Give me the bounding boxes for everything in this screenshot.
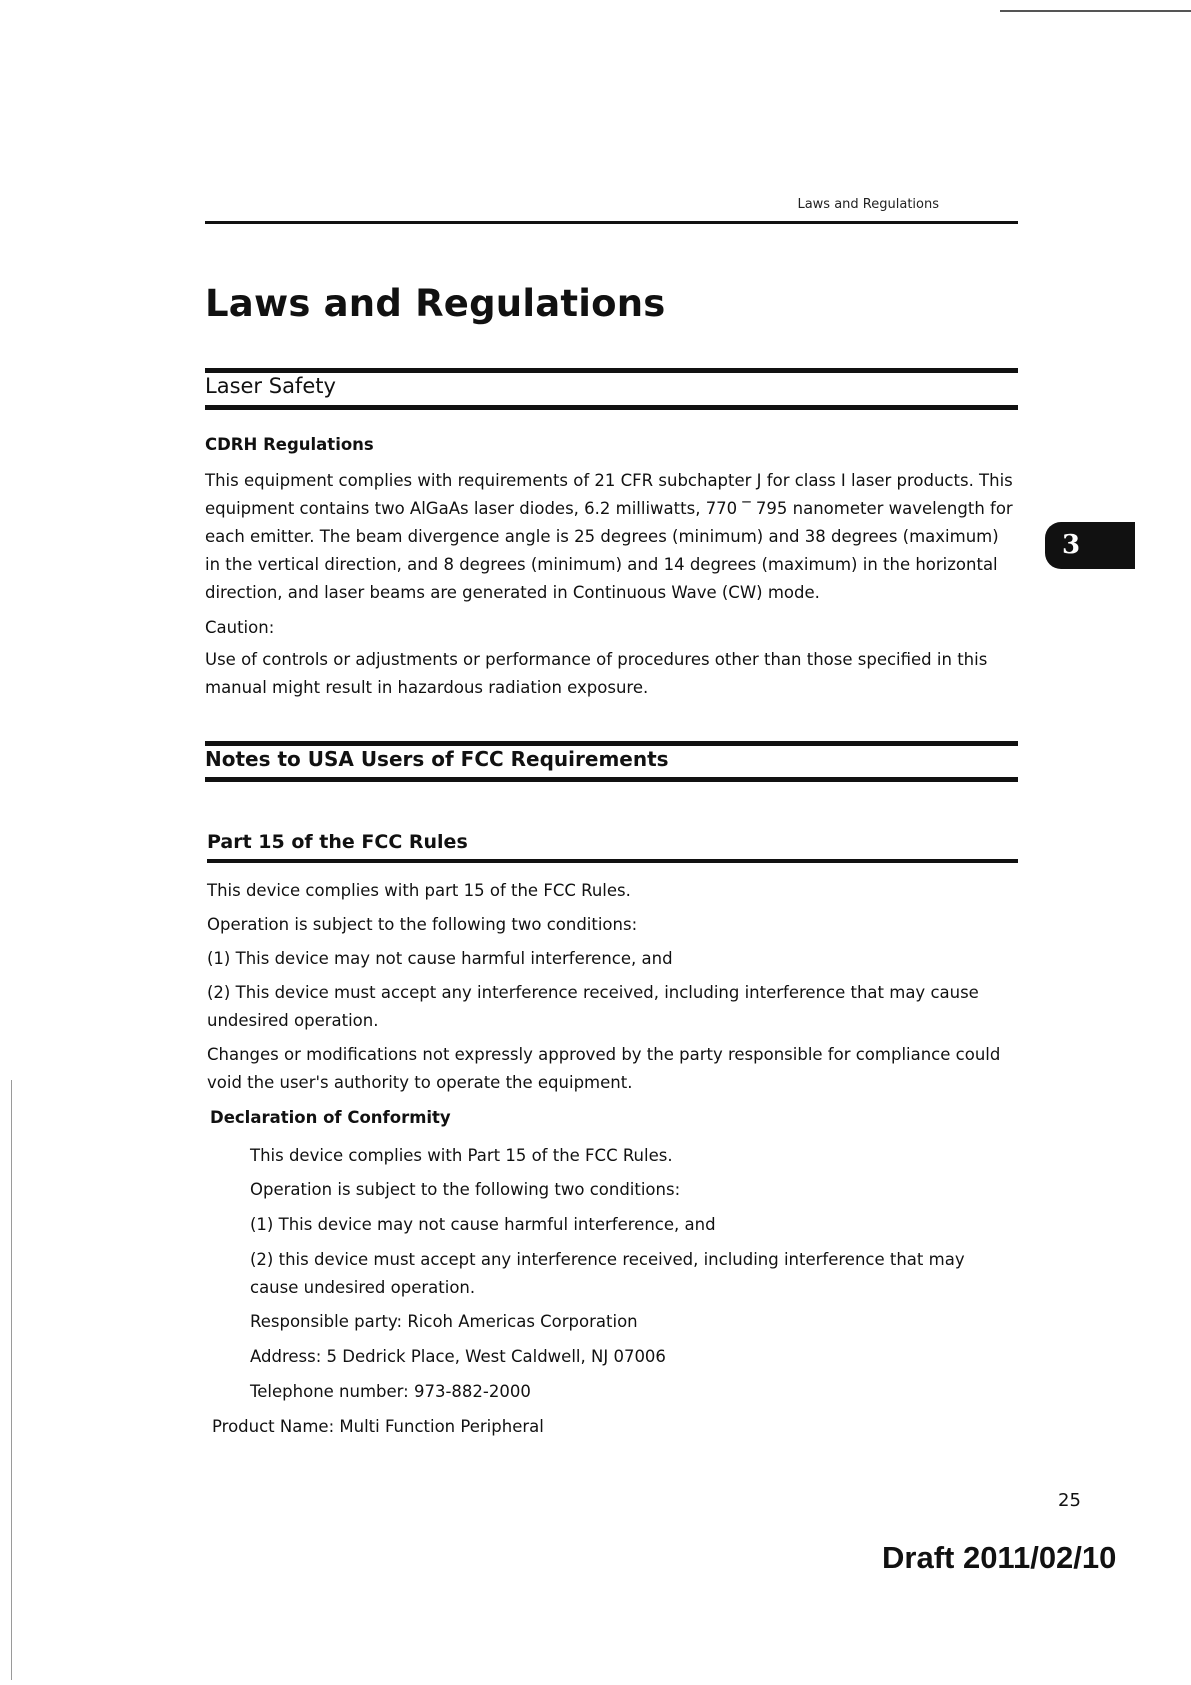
declaration-item: (1) This device may not cause harmful interference, and (250, 1215, 716, 1234)
chapter-tab (1045, 522, 1135, 569)
product-name: Product Name: Multi Function Peripheral (212, 1417, 544, 1436)
declaration-item: Operation is subject to the following two conditions: (250, 1180, 681, 1199)
caution-label: Caution: (205, 618, 275, 637)
draft-stamp: Draft 2011/02/10 (882, 1540, 1117, 1575)
chapter-number: 3 (1061, 530, 1081, 560)
fcc-paragraph: (1) This device may not cause harmful interference, and (207, 949, 673, 968)
declaration-label: Declaration of Conformity (210, 1108, 451, 1127)
section-rule-bottom (205, 777, 1018, 782)
declaration-item: This device complies with Part 15 of the FCC Rules. (250, 1146, 673, 1165)
fcc-paragraph: Operation is subject to the following two conditions: (207, 915, 638, 934)
running-header: Laws and Regulations (797, 197, 939, 212)
declaration-item: Address: 5 Dedrick Place, West Caldwell, NJ 07006 (250, 1347, 666, 1366)
section-rule-bottom (205, 405, 1018, 410)
cdrh-paragraph: This equipment complies with requirements of 21 CFR subchapter J for class I laser products. This equipment contains two AlGaAs laser diodes, 6.2 milliwatts, 770 ‾ 795 nanometer wavelength for each emitter. The beam divergence angle is 25 degrees (minimum) and 38 degrees (maximum) in the vertical direction, and 8 degrees (minimum) and 14 degrees (maximum) in the horizontal direction, and laser beams are generated in Continuous Wave (CW) mode. (205, 471, 1013, 602)
fcc-paragraph: Changes or modifications not expressly approved by the party responsible for compliance could void the user's authority to operate the equipment. (207, 1045, 1001, 1092)
declaration-item: Telephone number: 973-882-2000 (250, 1382, 531, 1401)
page-number: 25 (1058, 1490, 1081, 1511)
fcc-paragraph: This device complies with part 15 of the FCC Rules. (207, 881, 631, 900)
subheading-part15: Part 15 of the FCC Rules (207, 831, 468, 853)
scan-edge-rule (1000, 10, 1191, 12)
fcc-paragraph: (2) This device must accept any interference received, including interference that may cause undesired operation. (207, 983, 979, 1030)
caution-paragraph: Use of controls or adjustments or performance of procedures other than those specified in this manual might result in hazardous radiation exposure. (205, 650, 988, 697)
page-title: Laws and Regulations (205, 282, 666, 325)
declaration-item: (2) this device must accept any interference received, including interference that may cause undesired operation. (250, 1250, 965, 1297)
section-rule-top (205, 741, 1018, 746)
declaration-item: Responsible party: Ricoh Americas Corporation (250, 1312, 638, 1331)
section-heading-fcc: Notes to USA Users of FCC Requirements (205, 747, 669, 771)
subheading-rule (207, 859, 1018, 863)
section-rule-top (205, 368, 1018, 373)
scan-edge-line (11, 1080, 12, 1680)
header-rule (205, 221, 1018, 224)
section-heading-laser-safety: Laser Safety (205, 374, 336, 398)
cdrh-label: CDRH Regulations (205, 435, 374, 454)
